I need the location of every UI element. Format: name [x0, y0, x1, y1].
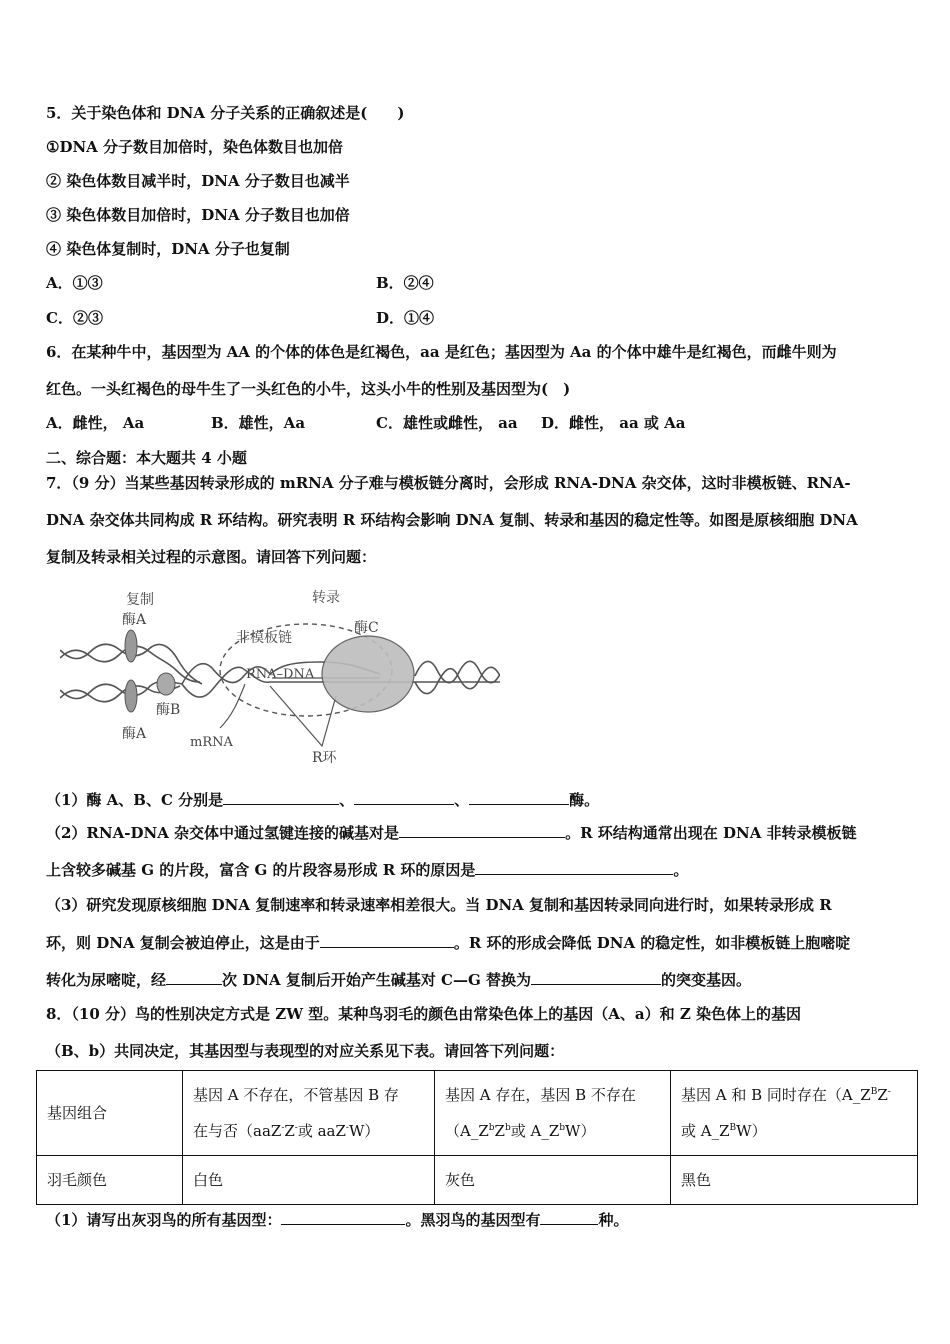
superscript: b: [488, 1123, 495, 1133]
q7-part2-blank-2[interactable]: [475, 859, 673, 875]
label-mrna: mRNA: [190, 735, 233, 750]
q8-part1-text-b: 。黑羽鸟的基因型有: [405, 1211, 541, 1229]
q7-part3-line1: （3）研究发现原核细胞 DNA 复制速率和转录速率相差很大。当 DNA 复制和基因转录同向进行时，如果转录形成 R: [46, 896, 832, 914]
gray-genotype-part: （A_Z: [445, 1122, 489, 1140]
q7-part1-blank-3[interactable]: [469, 789, 569, 805]
q8-part1: [46, 1209, 628, 1230]
label-transcription: 转录: [312, 590, 340, 606]
dna-replication-transcription-diagram: [60, 586, 500, 766]
gray-genotype-line2: [445, 1113, 660, 1149]
q7-part3-blank-3[interactable]: [531, 969, 661, 985]
q7-part2-text-b: 。R 环结构通常出现在 DNA 非转录模板链: [565, 824, 857, 842]
white-genotype-line1: 基因 A 不存在，不管基因 B 存: [193, 1086, 399, 1104]
table-header-genotype: 基因组合: [37, 1071, 183, 1156]
q7-part1-blank-2[interactable]: [354, 789, 454, 805]
label-enzyme-c: 酶C: [354, 620, 379, 636]
genotype-phenotype-table: [36, 1070, 918, 1205]
q7-stem-line3: 复制及转录相关过程的示意图。请回答下列问题：: [46, 548, 377, 566]
table-cell-gray: 灰色: [435, 1156, 671, 1205]
q7-part3-text-c: 。R 环的形成会降低 DNA 的稳定性，如非模板链上胞嘧啶: [453, 934, 851, 952]
gray-genotype-part: Z: [494, 1122, 505, 1140]
section-heading: 二、综合题：本大题共 4 小题: [46, 449, 247, 467]
white-genotype-part: 或 aaZ: [297, 1122, 346, 1140]
q7-part3-text-b: 环，则 DNA 复制会被迫停止，这是由于: [46, 934, 320, 952]
q7-stem-line1: 7．（9 分）当某些基因转录形成的 mRNA 分子难与模板链分离时，会形成 RNA-DNA 杂交体，这时非模板链、RNA-: [46, 474, 851, 492]
enzyme-c-shape: [322, 636, 414, 712]
table-header-feather-color: 羽毛颜色: [37, 1156, 183, 1205]
q7-part2-text-a: （2）RNA-DNA 杂交体中通过氢键连接的碱基对是: [46, 824, 400, 842]
q7-part1-text-a: （1）酶 A、B、C 分别是: [46, 791, 224, 809]
label-enzyme-a-top: 酶A: [122, 612, 147, 628]
q7-part2-blank-1[interactable]: [399, 822, 565, 838]
table-cell-white-genotype: [183, 1071, 435, 1156]
q8-part1-text-c: 种。: [598, 1211, 629, 1229]
gray-genotype-part: 或 A_Z: [510, 1122, 560, 1140]
enzyme-a-bottom-shape: [125, 680, 137, 712]
q8-part1-text-a: （1）请写出灰羽鸟的所有基因型：: [46, 1211, 282, 1229]
q7-part3-text-d: 转化为尿嘧啶，经: [46, 971, 167, 989]
gray-genotype-part: W）: [565, 1122, 596, 1140]
superscript: -: [281, 1123, 285, 1133]
q7-part1-text-d: 酶。: [569, 791, 600, 809]
q6-stem-line2: 红色。一头红褐色的母牛生了一头红色的小牛，这头小牛的性别及基因型为( ): [46, 380, 571, 398]
q7-part2-line2: [46, 859, 688, 880]
q7-part1-text-c: 、: [454, 791, 470, 809]
superscript: B: [870, 1087, 878, 1097]
table-cell-gray-genotype: [435, 1071, 671, 1156]
q8-stem-line1: 8．（10 分）鸟的性别决定方式是 ZW 型。某种鸟羽毛的颜色由常染色体上的基因（A、a）和 Z 染色体上的基因: [46, 1005, 802, 1023]
q5-option-d: D．①④: [376, 309, 435, 327]
q7-part1: [46, 789, 599, 810]
q7-part1-text-b: 、: [339, 791, 355, 809]
table-row-genotype: [37, 1071, 918, 1156]
black-genotype-line1: [681, 1077, 907, 1113]
q5-stem: 5．关于染色体和 DNA 分子关系的正确叙述是( ): [46, 104, 405, 122]
q8-stem-line2: （B、b）共同决定，其基因型与表现型的对应关系见下表。请回答下列问题：: [46, 1042, 565, 1060]
table-cell-black: 黑色: [671, 1156, 918, 1205]
mrna-leader-line: [220, 684, 245, 728]
enzyme-b-shape: [157, 673, 175, 695]
q7-stem-line2: DNA 杂交体共同构成 R 环结构。研究表明 R 环结构会影响 DNA 复制、转录和基因的稳定性等。如图是原核细胞 DNA: [46, 511, 858, 529]
superscript: -: [345, 1123, 349, 1133]
label-replication: 复制: [126, 592, 154, 608]
black-genotype-part: Z: [877, 1086, 888, 1104]
q6-option-a: A．雌性， Aa: [46, 414, 145, 432]
black-genotype-part: 基因 A 和 B 同时存在（A_Z: [681, 1086, 871, 1104]
gray-genotype-line1: 基因 A 存在，基因 B 不存在: [445, 1086, 636, 1104]
superscript: B: [729, 1123, 737, 1133]
black-genotype-part: 或 A_Z: [681, 1122, 730, 1140]
q7-part2-text-c: 上含较多碱基 G 的片段，富含 G 的片段容易形成 R 环的原因是: [46, 861, 476, 879]
superscript: -: [294, 1123, 298, 1133]
q8-part1-blank-1[interactable]: [281, 1209, 405, 1225]
downstream-helix-strand-1: [415, 661, 500, 682]
q7-part2-line1: [46, 822, 857, 843]
q7-part3-line2: [46, 932, 850, 953]
q7-part3-blank-2[interactable]: [166, 969, 222, 985]
q5-statement-1: ①DNA 分子数目加倍时，染色体数目也加倍: [46, 138, 344, 156]
label-rna-dna-hybrid: RNA–DNA: [246, 667, 315, 682]
q7-part3-line3: [46, 969, 751, 990]
black-genotype-part: W）: [736, 1122, 767, 1140]
table-cell-white: 白色: [183, 1156, 435, 1205]
q6-option-c: C．雄性或雌性， aa: [376, 414, 518, 432]
q7-part2-text-d: 。: [673, 861, 689, 879]
q7-part3-text-e: 次 DNA 复制后开始产生碱基对 C—G 替换为: [222, 971, 532, 989]
q5-option-b: B．②④: [376, 274, 434, 292]
q5-option-a: A．①③: [46, 274, 103, 292]
label-non-template-strand: 非模板链: [236, 630, 292, 646]
q5-statement-2: ② 染色体数目减半时，DNA 分子数目也减半: [46, 172, 350, 190]
label-enzyme-a-bottom: 酶A: [122, 726, 147, 742]
q7-part1-blank-1[interactable]: [223, 789, 339, 805]
label-enzyme-b: 酶B: [156, 702, 181, 718]
q6-option-b: B．雄性，Aa: [211, 414, 306, 432]
white-genotype-line2: [193, 1113, 424, 1149]
q5-option-c: C．②③: [46, 309, 103, 327]
q7-part3-text-f: 的突变基因。: [661, 971, 752, 989]
q8-part1-blank-2[interactable]: [540, 1209, 598, 1225]
superscript: b: [504, 1123, 511, 1133]
black-genotype-line2: [681, 1113, 907, 1149]
table-cell-black-genotype: [671, 1071, 918, 1156]
q6-option-d: D．雌性， aa 或 Aa: [541, 414, 686, 432]
enzyme-a-top-shape: [125, 630, 137, 662]
q6-stem-line1: 6．在某种牛中，基因型为 AA 的个体的体色是红褐色，aa 是红色；基因型为 Aa 的个体中雄牛是红褐色，而雌牛则为: [46, 343, 837, 361]
white-genotype-part: Z: [284, 1122, 295, 1140]
q7-part3-blank-1[interactable]: [320, 932, 454, 948]
table-row-feather-color: [37, 1156, 918, 1205]
q5-statement-4: ④ 染色体复制时，DNA 分子也复制: [46, 240, 290, 258]
label-r-loop: R环: [312, 750, 337, 766]
white-genotype-part: W）: [348, 1122, 380, 1140]
superscript: b: [559, 1123, 566, 1133]
q5-statement-3: ③ 染色体数目加倍时，DNA 分子数目也加倍: [46, 206, 350, 224]
white-genotype-part: 在与否（aaZ: [193, 1122, 282, 1140]
superscript: -: [887, 1087, 891, 1097]
